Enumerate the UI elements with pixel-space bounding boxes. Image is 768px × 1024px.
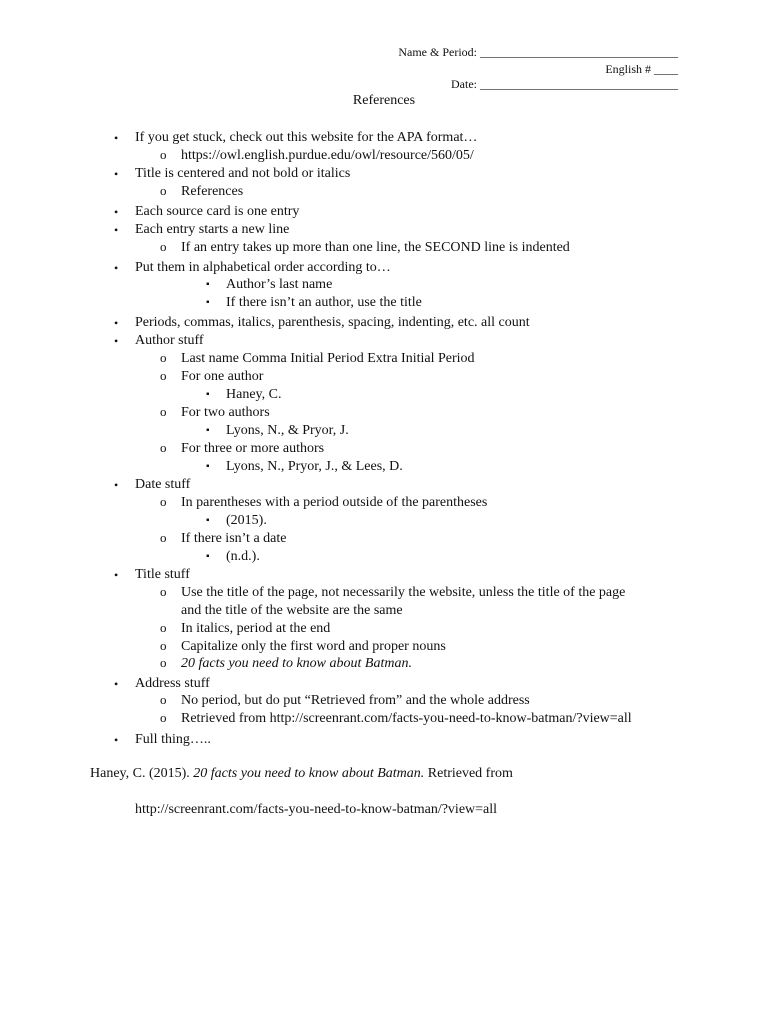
list-item [160, 368, 264, 386]
list-item-text: Address stuff [135, 676, 210, 691]
list-item-text: and the title of the website are the same [181, 603, 403, 618]
bullet-marker: ▪ [206, 551, 210, 562]
list-item-text: If you get stuck, check out this website for the APA format… [135, 130, 478, 145]
list-item [114, 476, 191, 494]
bullet-marker: ▪ [206, 279, 210, 290]
bullet-marker: ▪ [206, 461, 210, 472]
list-item [160, 404, 270, 422]
example-url: http://screenrant.com/facts-you-need-to-know-batman/?view=all [135, 802, 498, 817]
list-item [160, 638, 446, 656]
bullet-marker: o [160, 530, 167, 545]
list-item [114, 566, 190, 584]
name-period-field: Name & Period: _________________________________ [398, 45, 678, 59]
list-item [160, 655, 412, 673]
list-item [160, 183, 244, 201]
list-item-text: Full thing….. [135, 732, 211, 747]
bullet-marker: o [160, 183, 167, 198]
list-item-text: Retrieved from http://screenrant.com/facts-you-need-to-know-batman/?view=all [181, 711, 632, 726]
list-item-text: Date stuff [135, 477, 191, 492]
list-item [160, 692, 530, 710]
list-item [114, 731, 211, 749]
page-title: References [352, 93, 416, 108]
list-item-text: Haney, C. [226, 387, 282, 402]
list-item-text: If there isn’t a date [181, 531, 287, 546]
list-item-text: 20 facts you need to know about Batman. [181, 656, 412, 671]
list-item-text: Author stuff [135, 333, 204, 348]
list-item [160, 239, 570, 257]
date-field: Date: _________________________________ [451, 77, 678, 91]
bullet-marker: ▪ [206, 389, 210, 400]
list-item-text: Periods, commas, italics, parenthesis, spacing, indenting, etc. all count [135, 315, 530, 330]
list-item-text: Lyons, N., Pryor, J., & Lees, D. [226, 459, 403, 474]
bullet-marker: o [160, 440, 167, 455]
bullet-marker: o [160, 239, 167, 254]
list-item [160, 530, 287, 548]
list-item-text: Lyons, N., & Pryor, J. [226, 423, 349, 438]
list-item [160, 710, 632, 728]
list-item-text: (n.d.). [226, 549, 260, 564]
list-item-text: https://owl.english.purdue.edu/owl/resource/560/05/ [181, 148, 474, 163]
list-item-text: (2015). [226, 513, 267, 528]
bullet-marker: o [160, 494, 167, 509]
list-item [114, 314, 530, 332]
list-item [206, 276, 333, 294]
list-item-text: For three or more authors [181, 441, 325, 456]
example-author-date: Haney, C. (2015). [90, 766, 194, 781]
bullet-marker: o [160, 710, 167, 725]
bullet-marker: • [114, 316, 119, 330]
list-item-text: If an entry takes up more than one line, the SECOND line is indented [181, 240, 570, 255]
list-item-text: In italics, period at the end [181, 621, 331, 636]
list-item-text: Capitalize only the first word and proper nouns [181, 639, 446, 654]
list-item [206, 422, 349, 440]
list-item [160, 620, 331, 638]
list-item [160, 584, 626, 602]
bullet-marker: • [114, 131, 119, 145]
list-item [114, 203, 300, 221]
example-reference [90, 766, 513, 782]
bullet-marker: o [160, 692, 167, 707]
list-item [206, 458, 403, 476]
list-item-text: For one author [181, 369, 264, 384]
list-item [114, 221, 290, 239]
list-item [206, 548, 260, 566]
list-item [160, 350, 475, 368]
bullet-marker: o [160, 655, 167, 670]
bullet-marker: • [114, 568, 119, 582]
list-item-continuation [181, 602, 403, 620]
list-item-text: In parentheses with a period outside of the parentheses [181, 495, 488, 510]
bullet-marker: o [160, 584, 167, 599]
list-item [114, 259, 391, 277]
bullet-marker: o [160, 404, 167, 419]
list-item-text: Last name Comma Initial Period Extra Initial Period [181, 351, 475, 366]
list-item-text: References [181, 184, 244, 199]
bullet-marker: o [160, 350, 167, 365]
bullet-marker: ▪ [206, 425, 210, 436]
list-item [206, 512, 267, 530]
bullet-marker: ▪ [206, 515, 210, 526]
bullet-marker: • [114, 733, 119, 747]
bullet-marker: • [114, 223, 119, 237]
list-item [114, 332, 204, 350]
example-retrieved: Retrieved from [424, 766, 513, 781]
bullet-marker: • [114, 478, 119, 492]
list-item-text: Title stuff [135, 567, 190, 582]
list-item-text: For two authors [181, 405, 270, 420]
list-item [114, 129, 478, 147]
bullet-marker: o [160, 368, 167, 383]
example-title: 20 facts you need to know about Batman. [193, 766, 425, 781]
list-item-text: Author’s last name [226, 277, 333, 292]
list-item-text: Put them in alphabetical order according to… [135, 260, 391, 275]
bullet-marker: • [114, 334, 119, 348]
list-item [206, 294, 422, 312]
list-item-text: If there isn’t an author, use the title [226, 295, 422, 310]
bullet-marker: • [114, 677, 119, 691]
bullet-marker: o [160, 147, 167, 162]
list-item-text: Title is centered and not bold or italics [135, 166, 351, 181]
bullet-marker: ▪ [206, 297, 210, 308]
bullet-marker: • [114, 261, 119, 275]
bullet-marker: • [114, 167, 119, 181]
list-item [114, 165, 351, 183]
bullet-marker: • [114, 205, 119, 219]
list-item [206, 386, 282, 404]
list-item [114, 675, 210, 693]
list-item [160, 440, 325, 458]
list-item-text: Each source card is one entry [135, 204, 300, 219]
bullet-marker: o [160, 638, 167, 653]
list-item-text: Use the title of the page, not necessarily the website, unless the title of the page [181, 585, 626, 600]
list-item [160, 147, 474, 165]
bullet-marker: o [160, 620, 167, 635]
list-item-text: Each entry starts a new line [135, 222, 290, 237]
list-item [160, 494, 488, 512]
list-item-text: No period, but do put “Retrieved from” and the whole address [181, 693, 530, 708]
english-number-field: English # ____ [605, 62, 678, 76]
